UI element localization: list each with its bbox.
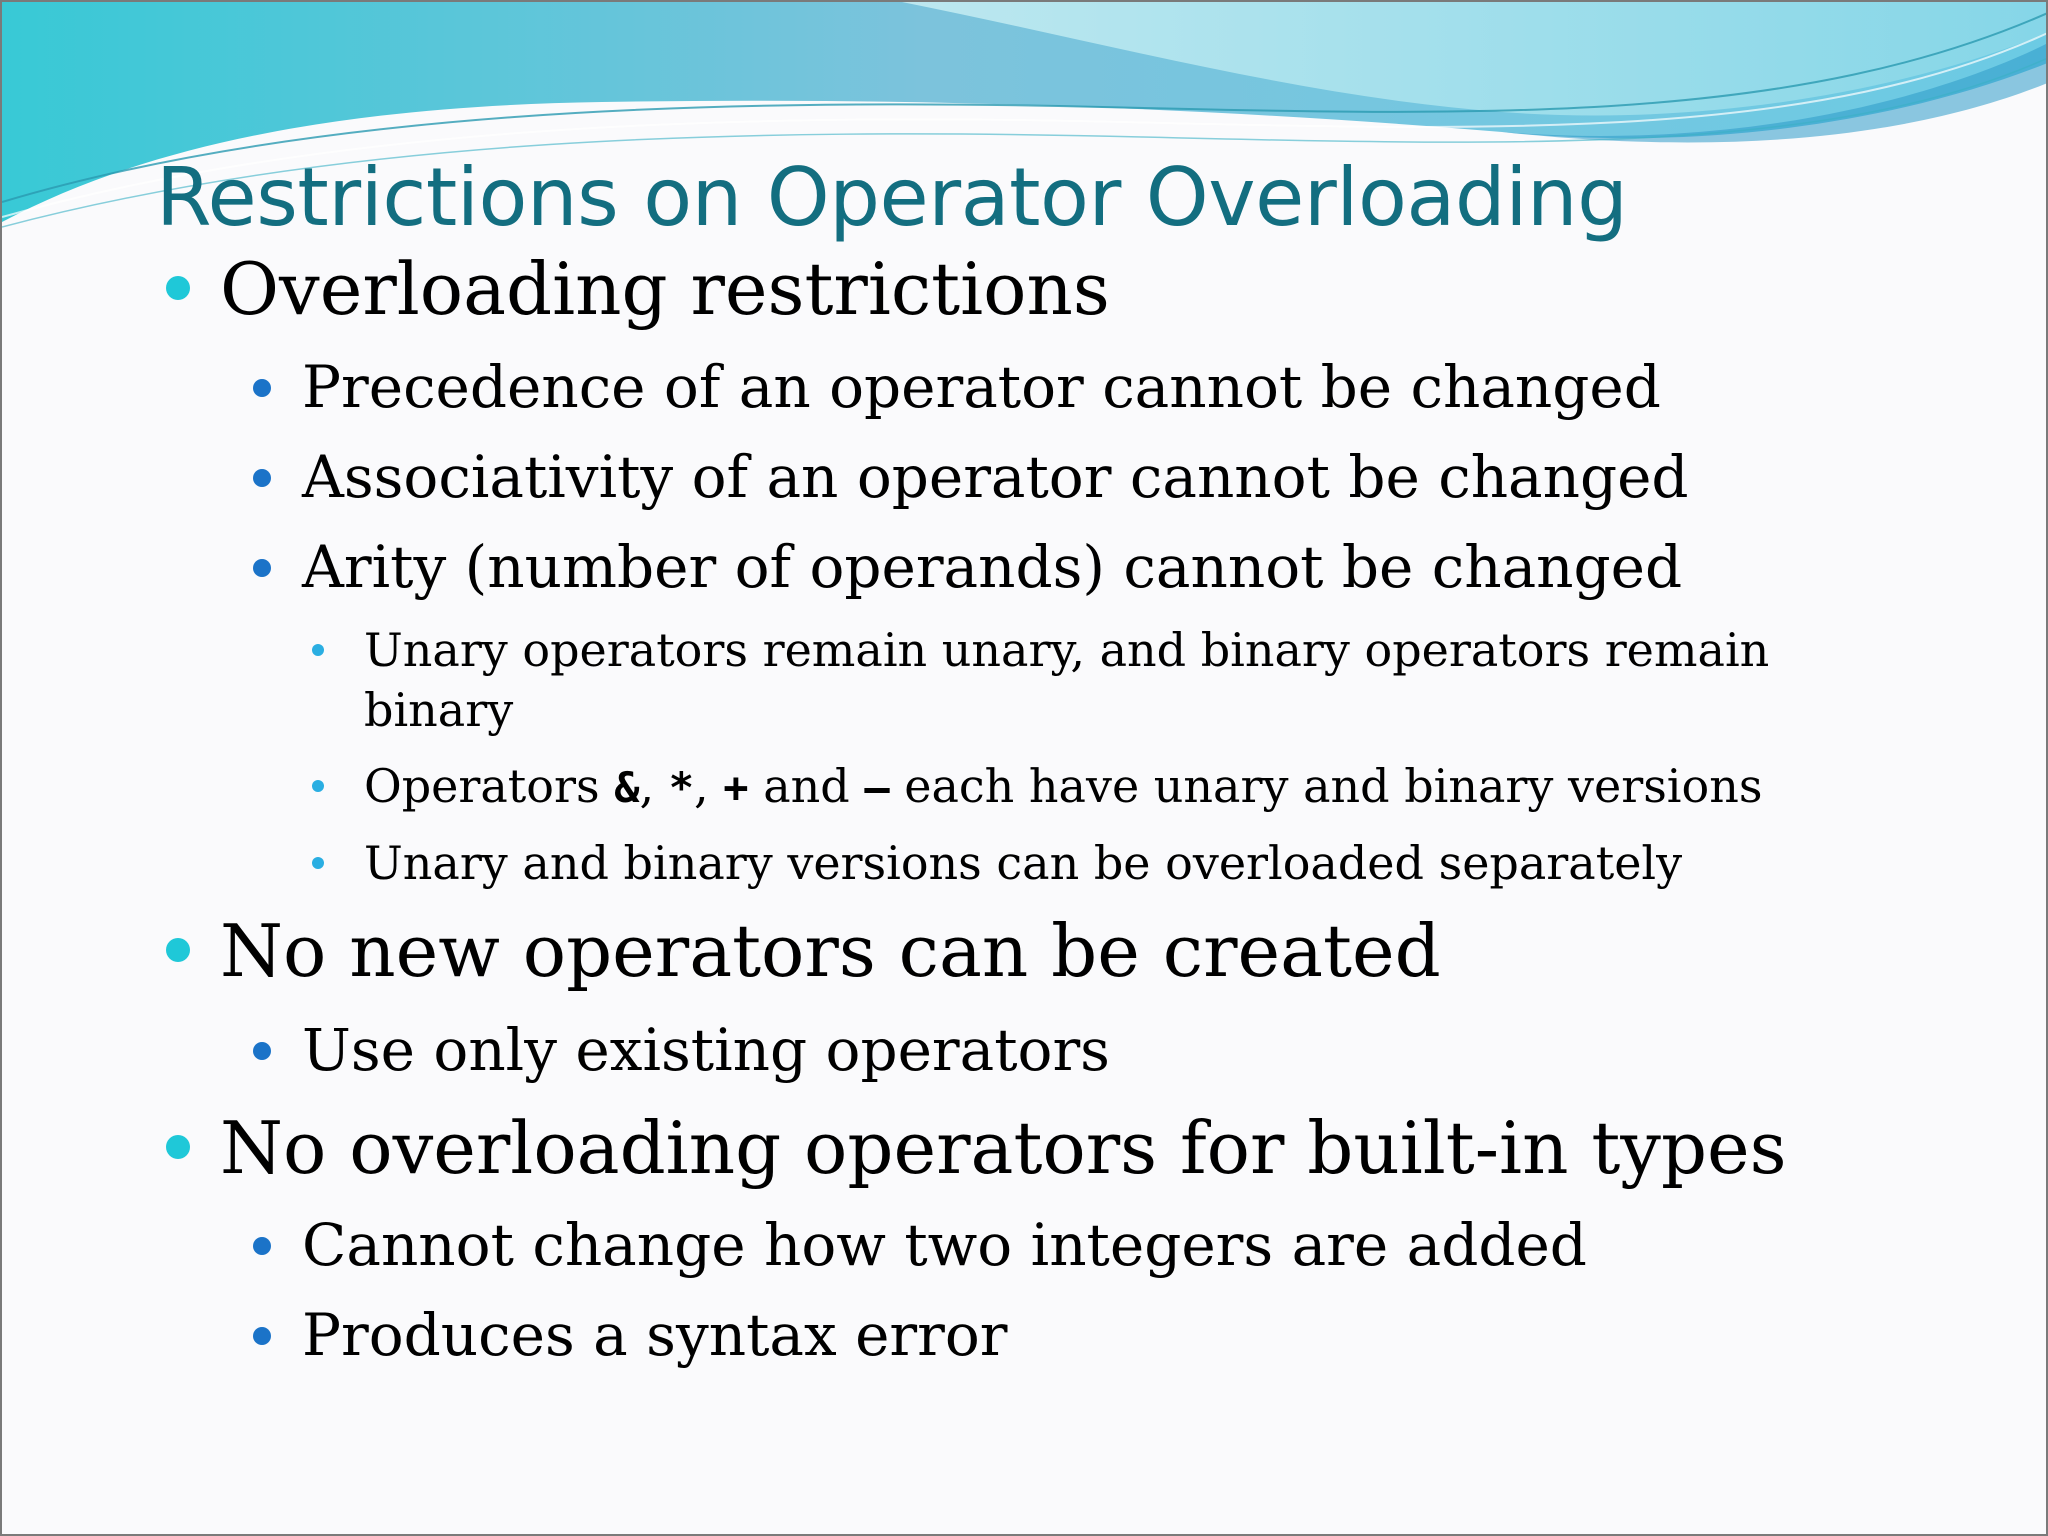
bullet-dot-level2 [253, 1327, 271, 1345]
bullet-dot-level3 [312, 644, 324, 656]
bullet-dot-level2 [253, 559, 271, 577]
bullet-dot-level3 [312, 780, 324, 792]
bullet-operators-versions [364, 756, 1762, 818]
separator-comma: , [639, 759, 669, 813]
operator-plus: + [723, 763, 749, 812]
bullet-no-builtin: No overloading operators for built-in types [220, 1106, 1787, 1190]
bullet-precedence: Precedence of an operator cannot be changed [302, 353, 1661, 421]
separator-comma: , [694, 759, 724, 813]
bullet-dot-level3 [312, 857, 324, 869]
bullet-dot-level1 [166, 1135, 190, 1159]
and-text: and [748, 759, 865, 813]
bullet-associativity: Associativity of an operator cannot be changed [302, 443, 1689, 511]
slide-title: Restrictions on Operator Overloading [156, 151, 1628, 244]
bullet-dot-level2 [253, 469, 271, 487]
operator-minus: – [864, 763, 890, 812]
bullet-unary-binary-remain: Unary operators remain unary, and binary operators remain binary [364, 623, 1770, 737]
bullet-overloaded-separately: Unary and binary versions can be overloaded separately [364, 836, 1683, 890]
bullet-dot-level1 [166, 276, 190, 300]
operator-asterisk: * [668, 763, 695, 812]
bullet-dot-level2 [253, 1042, 271, 1060]
bullet-overloading-restrictions: Overloading restrictions [220, 247, 1110, 331]
operators-suffix-text: each have unary and binary versions [889, 759, 1763, 813]
bullet-syntax-error: Produces a syntax error [302, 1301, 1008, 1369]
bullet-no-new-operators: No new operators can be created [220, 909, 1441, 993]
bullet-dot-level2 [253, 1237, 271, 1255]
bullet-dot-level2 [253, 379, 271, 397]
bullet-use-existing: Use only existing operators [302, 1016, 1110, 1084]
operator-ampersand: & [614, 763, 640, 812]
operators-prefix-text: Operators [364, 759, 615, 813]
bullet-arity: Arity (number of operands) cannot be changed [302, 533, 1683, 601]
bullet-dot-level1 [166, 938, 190, 962]
bullet-cannot-change-integers: Cannot change how two integers are added [302, 1211, 1587, 1279]
